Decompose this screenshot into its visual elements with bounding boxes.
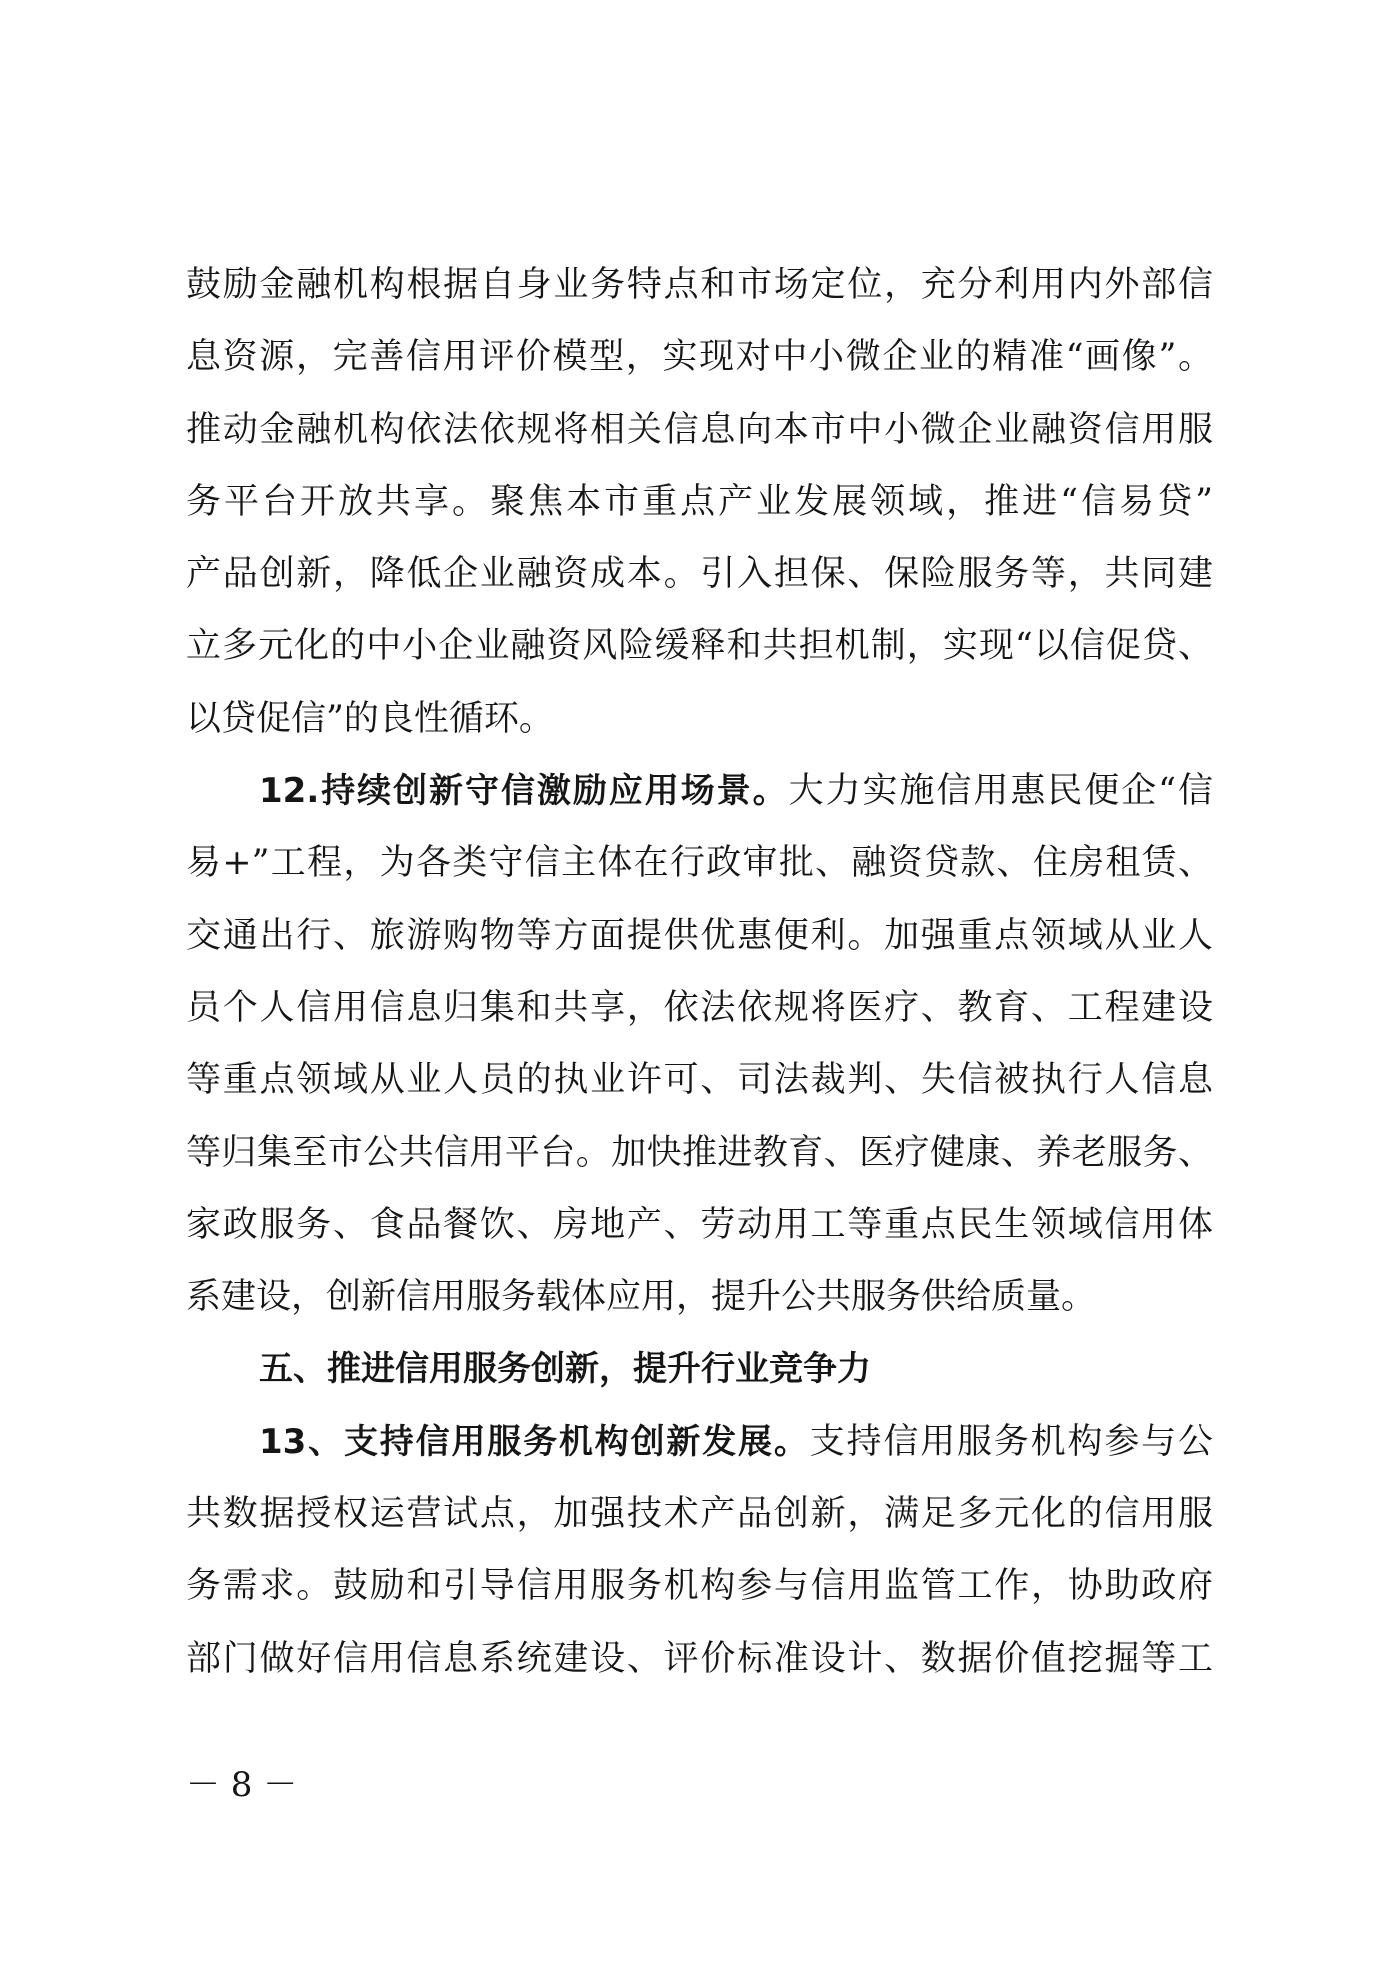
item-12-first-line [186, 755, 1213, 827]
page-number: － 8 － [186, 1765, 298, 1805]
text-line: 家政服务、食品餐饮、房地产、劳动用工等重点民生领域信用体 [186, 1204, 1213, 1245]
text-line: 交通出行、旅游购物等方面提供优惠便利。加强重点领域从业人 [186, 915, 1213, 956]
text-line: 系建设，创新信用服务载体应用，提升公共服务供给质量。 [186, 1277, 1097, 1318]
text-line: 员个人信用信息归集和共享，依法依规将医疗、教育、工程建设 [186, 987, 1213, 1028]
text-line: 易+”工程，为各类守信主体在行政审批、融资贷款、住房租赁、 [186, 843, 1213, 884]
text-line: 推动金融机构依法依规将相关信息向本市中小微企业融资信用服 [186, 409, 1213, 450]
item-title: 持续创新守信激励应用场景。 [319, 771, 789, 812]
text-line: 共数据授权运营试点，加强技术产品创新，满足多元化的信用服 [186, 1494, 1213, 1535]
item-text: 大力实施信用惠民便企“信 [788, 771, 1213, 812]
item-title: 支持信用服务机构创新发展。 [343, 1421, 810, 1462]
body-text [186, 249, 1213, 1695]
text-line: 以贷促信”的良性循环。 [186, 698, 554, 739]
item-number: 12. [259, 771, 320, 812]
item-number: 13、 [259, 1421, 344, 1462]
item-13-first-line [186, 1406, 1213, 1478]
item-text: 支持信用服务机构参与公 [809, 1421, 1213, 1462]
text-line: 务平台开放共享。聚焦本市重点产业发展领域，推进“信易贷” [186, 481, 1213, 522]
text-line: 立多元化的中小企业融资风险缓释和共担机制，实现“以信促贷、 [186, 626, 1213, 667]
text-line: 务需求。鼓励和引导信用服务机构参与信用监管工作，协助政府 [186, 1566, 1213, 1607]
text-line: 产品创新，降低企业融资成本。引入担保、保险服务等，共同建 [186, 554, 1213, 595]
text-line: 等归集至市公共信用平台。加快推进教育、医疗健康、养老服务、 [186, 1132, 1213, 1173]
section-heading: 五、推进信用服务创新，提升行业竞争力 [259, 1349, 871, 1390]
text-line: 等重点领域从业人员的执业许可、司法裁判、失信被执行人信息 [186, 1060, 1213, 1101]
text-line: 息资源，完善信用评价模型，实现对中小微企业的精准“画像”。 [186, 337, 1213, 378]
text-line: 部门做好信用信息系统建设、评价标准设计、数据价值挖掘等工 [186, 1638, 1213, 1679]
text-line: 鼓励金融机构根据自身业务特点和市场定位，充分利用内外部信 [186, 265, 1213, 305]
